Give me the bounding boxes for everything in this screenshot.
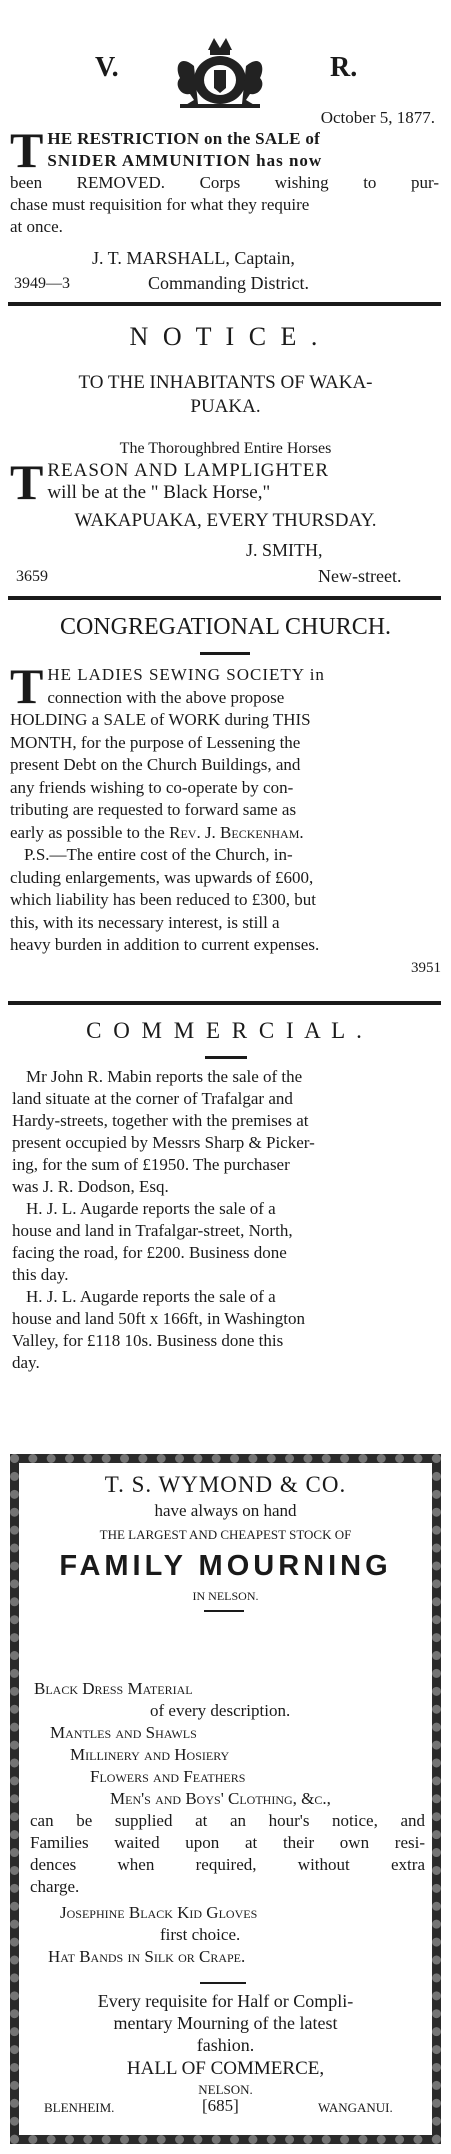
restriction-signatory: J. T. MARSHALL, Captain, [92, 248, 295, 268]
drop-cap: T [10, 122, 44, 178]
church-minister: Rev. J. Beckenham. [169, 822, 304, 842]
wymond-blenheim: BLENHEIM. [44, 2100, 115, 2115]
column-rule [8, 1001, 441, 1005]
stock-item: first choice. [160, 1925, 241, 1944]
wymond-stock-list [30, 1678, 425, 1968]
stock-item: of every description. [150, 1701, 291, 1720]
wymond-name: T. S. WYMOND & CO. [104, 1472, 347, 1497]
church-line: present Debt on the Church Buildings, and [10, 755, 301, 774]
wymond-nelson: NELSON. [198, 2082, 253, 2097]
header-right-initial: R. [330, 52, 358, 83]
report-line: Valley, for £118 10s. Business done this [12, 1331, 284, 1350]
wymond-requisite [24, 1990, 427, 2056]
report-line: H. J. L. Augarde reports the sale of a [26, 1287, 276, 1306]
report-line: was J. R. Dodson, Esq. [12, 1177, 169, 1196]
divider [204, 1610, 244, 1612]
wymond-in-nelson: IN NELSON. [192, 1589, 259, 1603]
header-left-initial: V. [95, 52, 119, 83]
restriction-title: Commanding District. [148, 273, 309, 293]
church-line: MONTH, for the purpose of Lessening the [10, 732, 301, 752]
report-line: house and land in Trafalgar-street, North, [12, 1221, 293, 1240]
stock-line: Families waited upon at their own resi- [30, 1833, 425, 1852]
horses-line: REASON AND LAMPLIGHTER [47, 460, 330, 481]
report-line: ing, for the sum of £1950. The purchaser [12, 1155, 290, 1174]
church-notice [10, 658, 441, 979]
report-paragraph [12, 1198, 440, 1286]
commercial-reports [12, 1066, 440, 1374]
notice-heading: N O T I C E . [129, 322, 322, 351]
drop-cap: T [10, 454, 44, 510]
notice-every: WAKAPUAKA, EVERY THURSDAY. [74, 510, 377, 531]
wymond-family-mourning: FAMILY MOURNING [59, 1550, 392, 1582]
wymond-ad-content [22, 1470, 429, 1618]
requisite-line: Every requisite for Half or Compli- [97, 1991, 354, 2011]
church-line: HE LADIES SEWING SOCIETY in [47, 665, 325, 684]
church-line: HOLDING a SALE of WORK during THIS [10, 710, 311, 729]
stock-line: can be supplied at an hour's notice, and [30, 1811, 425, 1830]
report-line: day. [12, 1353, 40, 1372]
wymond-hall: HALL OF COMMERCE, [126, 2058, 325, 2079]
wymond-largest: THE LARGEST AND CHEAPEST STOCK OF [99, 1527, 352, 1542]
notice-street: New-street. [318, 566, 402, 586]
report-line: Mr John R. Mabin reports the sale of the [26, 1067, 303, 1086]
report-line: H. J. L. Augarde reports the sale of a [26, 1199, 276, 1218]
stock-line: dences when required, without extra [30, 1855, 425, 1874]
stock-item: Hat Bands in Silk or Crape. [48, 1947, 246, 1966]
stock-item: Josephine Black Kid Gloves [60, 1903, 258, 1922]
stock-item: Flowers and Feathers [90, 1767, 246, 1786]
ad-number: [685] [202, 2096, 239, 2115]
notice-signatory: J. SMITH, [246, 540, 323, 560]
ad-number: 3659 [16, 568, 48, 585]
stock-item: Men's and Boys' Clothing, &c., [110, 1789, 331, 1808]
restriction-notice [10, 122, 439, 238]
church-ps: P.S.—The entire cost of the Church, in- [24, 845, 293, 864]
church-line: tributing are requested to forward same as [10, 800, 297, 819]
divider [200, 652, 250, 655]
church-line [10, 822, 441, 845]
horses-line: will be at the " Black Horse," [47, 482, 271, 503]
report-line: facing the road, for £200. Business done [12, 1243, 287, 1262]
notice-to-line: PUAKA. [190, 396, 261, 417]
notice-intro: The Thoroughbred Entire Horses [119, 440, 332, 457]
ad-number: 3949—3 [14, 275, 70, 292]
report-paragraph [12, 1066, 440, 1198]
commercial-heading: C O M M E R C I A L . [86, 1018, 365, 1043]
church-heading: CONGREGATIONAL CHURCH. [59, 614, 392, 640]
wymond-have: have always on hand [154, 1501, 297, 1520]
restriction-line: been REMOVED. Corps wishing to pur- [10, 173, 439, 192]
stock-line: charge. [30, 1877, 80, 1896]
report-line: house and land 50ft x 166ft, in Washington [12, 1309, 305, 1328]
divider [205, 1056, 247, 1059]
church-ps: which liability has been reduced to £300, but [10, 890, 316, 909]
church-ps: heavy burden in addition to current expenses. [10, 935, 320, 954]
wymond-wanganui: WANGANUI. [318, 2100, 393, 2115]
requisite-line: fashion. [196, 2035, 255, 2055]
notice-date: October 5, 1877. [320, 108, 435, 127]
divider [200, 1982, 246, 1984]
church-line: any friends wishing to co-operate by con- [10, 777, 294, 797]
restriction-line: HE RESTRICTION on the SALE of [47, 129, 321, 148]
column-rule [8, 596, 441, 600]
restriction-line: at once. [10, 217, 63, 236]
requisite-line: mentary Mourning of the latest [113, 2013, 338, 2033]
stock-item: Millinery and Hosiery [70, 1745, 230, 1764]
column-rule [8, 302, 441, 306]
notice-to-line: TO THE INHABITANTS OF WAKA- [78, 372, 373, 393]
report-line: Hardy-streets, together with the premises at [12, 1111, 309, 1130]
report-line: present occupied by Messrs Sharp & Picker- [12, 1133, 315, 1152]
notice-horses [10, 454, 440, 510]
church-line-text: early as possible to the [10, 822, 170, 842]
church-line: connection with the above propose [47, 687, 285, 707]
church-ps: cluding enlargements, was upwards of £600, [10, 867, 314, 887]
stock-item: Mantles and Shawls [50, 1723, 197, 1742]
report-paragraph [12, 1286, 440, 1374]
report-line: land situate at the corner of Trafalgar and [12, 1089, 293, 1108]
drop-cap: T [10, 658, 44, 714]
report-line: this day. [12, 1265, 69, 1284]
restriction-line: SNIDER AMMUNITION has now [47, 151, 323, 170]
royal-crest-icon [150, 30, 290, 110]
restriction-line: chase must requisition for what they require [10, 195, 310, 214]
stock-item: Black Dress Material [34, 1679, 193, 1698]
church-ps: this, with its necessary interest, is still a [10, 912, 280, 932]
ad-number: 3951 [411, 959, 441, 976]
